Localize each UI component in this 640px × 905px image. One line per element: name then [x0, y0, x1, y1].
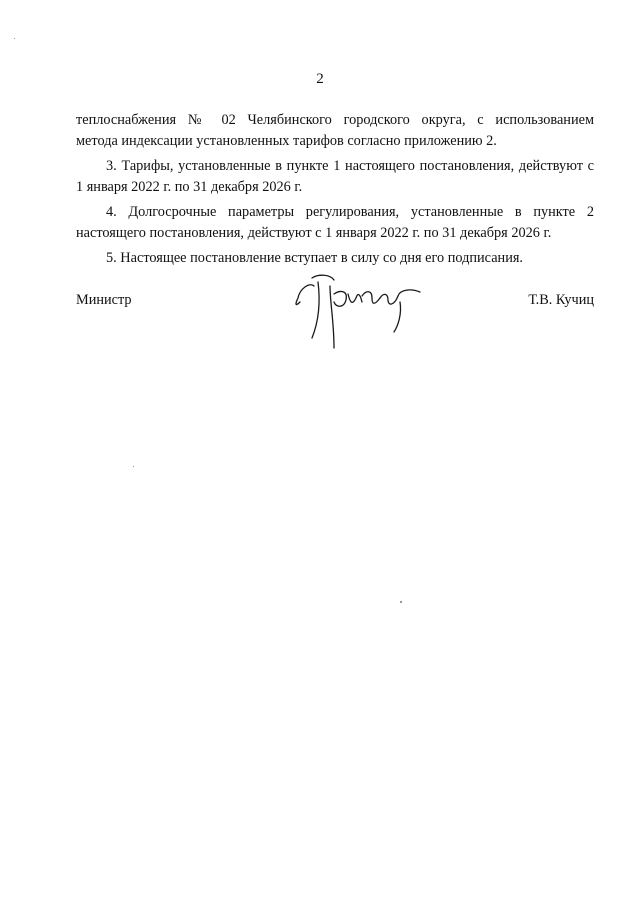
- paragraph-continuation: [76, 110, 594, 151]
- paragraph-3: 3. Тарифы, установленные в пункте 1 настоящего постановления, действуют с 1 января 2022 г. по 31 декабря 2026 г.: [76, 158, 594, 195]
- signatory-name: Т.В. Кучиц: [528, 292, 594, 308]
- page-number: 2: [316, 71, 324, 87]
- paragraph-line: теплоснабжения № 02 Челябинского городского округа, с использованием: [76, 112, 594, 128]
- handwritten-signature: [290, 272, 430, 358]
- paragraph-line: метода индексации установленных тарифов согласно приложению 2.: [76, 132, 497, 149]
- paragraph-4: 4. Долгосрочные параметры регулирования, установленные в пункте 2 настоящего постановления, действуют с 1 января 2022 г. по 31 декабря 2026 г.: [76, 204, 594, 241]
- scan-speck: [133, 466, 134, 467]
- scan-speck: [14, 38, 15, 39]
- paragraph-5: 5. Настоящее постановление вступает в силу со дня его подписания.: [106, 250, 523, 266]
- document-body: [76, 110, 594, 274]
- scan-speck: [400, 601, 402, 603]
- signatory-title: Министр: [76, 292, 132, 308]
